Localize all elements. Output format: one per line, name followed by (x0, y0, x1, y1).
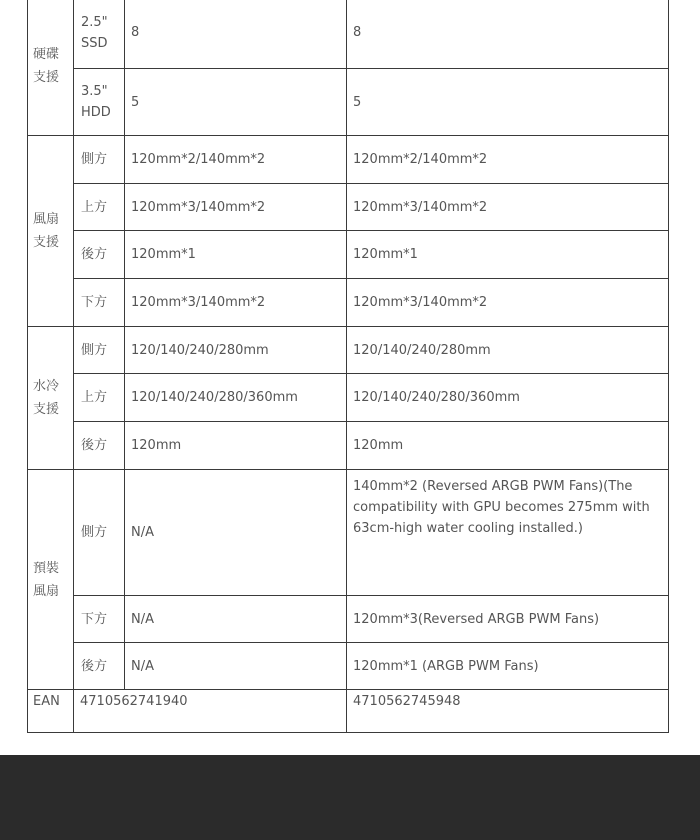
category-cell (28, 327, 74, 470)
value-a: N/A (125, 596, 347, 643)
category-label: 水冷 支援 (33, 379, 60, 417)
category-label: 風扇 支援 (33, 212, 60, 250)
sub-label: 後方 (74, 643, 125, 690)
sub-label: 上方 (74, 184, 125, 231)
value-a: 120/140/240/280/360mm (125, 374, 347, 422)
value-b: 120mm*2/140mm*2 (347, 136, 669, 184)
sub-label: 後方 (74, 231, 125, 279)
table-row (28, 136, 669, 184)
table-row (28, 422, 669, 470)
value-b: 120mm*1 (347, 231, 669, 279)
table-row (28, 374, 669, 422)
table-row (28, 470, 669, 596)
category-cell (28, 136, 74, 327)
value-b: 120/140/240/280/360mm (347, 374, 669, 422)
sub-label: 下方 (74, 596, 125, 643)
value-a: N/A (125, 470, 347, 596)
sub-label: 側方 (74, 470, 125, 596)
value-b: 5 (347, 69, 669, 136)
table-row (28, 184, 669, 231)
sub-label: 側方 (74, 136, 125, 184)
value-b: 120mm*3(Reversed ARGB PWM Fans) (347, 596, 669, 643)
sub-label: 側方 (74, 327, 125, 374)
value-b: 120/140/240/280mm (347, 327, 669, 374)
value-b: 140mm*2 (Reversed ARGB PWM Fans)(The compatibility with GPU becomes 275mm with 63cm-high water cooling installed.) (347, 470, 669, 596)
category-label: 硬碟 支援 (33, 47, 60, 85)
table-row (28, 643, 669, 690)
value-b: 120mm*1 (ARGB PWM Fans) (347, 643, 669, 690)
value-b: 120mm*3/140mm*2 (347, 184, 669, 231)
sub-label: 上方 (74, 374, 125, 422)
ean-value-a: 4710562741940 (74, 690, 347, 733)
value-a: 120/140/240/280mm (125, 327, 347, 374)
category-label: 預裝 風扇 (33, 560, 60, 599)
value-a: 5 (125, 69, 347, 136)
sub-label: 下方 (74, 279, 125, 327)
value-b: 120mm*3/140mm*2 (347, 279, 669, 327)
value-a: 8 (125, 0, 347, 69)
sub-label: 2.5" SSD (74, 0, 125, 69)
value-a: 120mm*3/140mm*2 (125, 184, 347, 231)
table-row (28, 327, 669, 374)
table-row (28, 0, 669, 69)
category-cell (28, 0, 74, 136)
table-row (28, 596, 669, 643)
value-a: 120mm*2/140mm*2 (125, 136, 347, 184)
ean-label: EAN (28, 690, 74, 733)
ean-row (28, 690, 669, 733)
footer-band (0, 755, 700, 840)
sub-label: 3.5" HDD (74, 69, 125, 136)
value-a: 120mm*3/140mm*2 (125, 279, 347, 327)
category-cell (28, 470, 74, 690)
value-a: 120mm*1 (125, 231, 347, 279)
value-b: 120mm (347, 422, 669, 470)
table-row (28, 279, 669, 327)
sub-label: 後方 (74, 422, 125, 470)
table-row (28, 69, 669, 136)
value-a: N/A (125, 643, 347, 690)
value-b: 8 (347, 0, 669, 69)
spec-table (27, 0, 669, 733)
ean-value-b: 4710562745948 (347, 690, 669, 733)
table-row (28, 231, 669, 279)
value-a: 120mm (125, 422, 347, 470)
